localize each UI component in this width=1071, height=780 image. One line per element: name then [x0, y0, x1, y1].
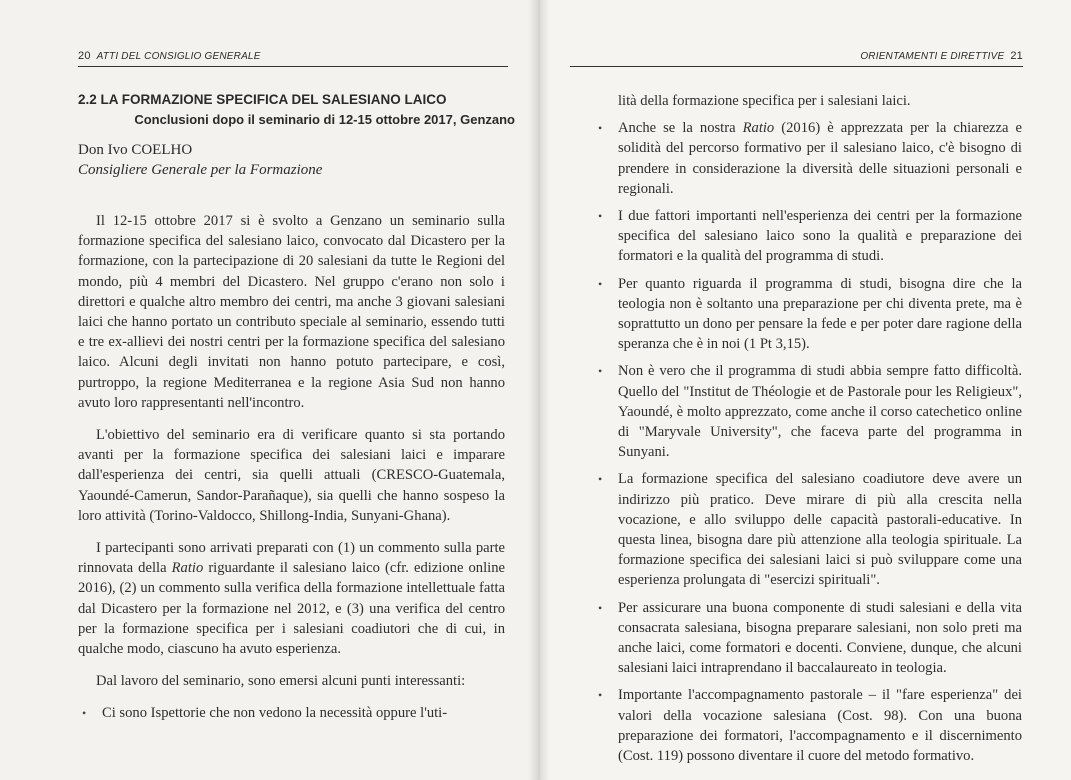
paragraph-2: L'obiettivo del seminario era di verificare quanto si sta portando avanti per la formazione specifica dei salesiani laici e imparare dall'esperienza dei centri, sia quelli attuali (CRESCO-Guatemala, Yaoundé-Camerun, Sandor-Parañaque), sia quelli che hanno sospeso la loro attività (Torino-Valdocco, Shillong-India, Sunyani-Ghana).	[78, 427, 505, 524]
bullet-5-text: Non è vero che il programma di studi abbia sempre fatto difficoltà. Quello del "Institut de Théologie et de Pastorale pour les Religieux", Yaoundé, è molto apprezzato, come anche il corso catechetico online di "Maryvale University", che faceva parte del programma in Sunyani.	[618, 363, 1022, 461]
bullet-item-3	[594, 206, 1022, 267]
bullet-icon: •	[598, 209, 603, 224]
section-title: 2.2 LA FORMAZIONE SPECIFICA DEL SALESIANO LAICO	[78, 92, 447, 107]
bullet-icon: •	[598, 688, 603, 703]
right-running-header	[860, 50, 1023, 62]
bullet-1-text: Ci sono Ispettorie che non vedono la necessità oppure l'uti-	[102, 705, 448, 722]
bullet-item-4	[594, 274, 1022, 355]
bullet-item-8	[594, 685, 1022, 766]
bullet-item-6	[594, 469, 1022, 590]
paragraph-1: Il 12-15 ottobre 2017 si è svolto a Genzano un seminario sulla formazione specifica del salesiano laico, convocato dal Dicastero per la formazione, con la partecipazione di 20 salesiani da tutte le Regioni del mondo, più 4 membri del Dicastero. Nel gruppo c'erano non solo i direttori e qualche altro membro dei centri, ma anche 3 giovani salesiani laici che hanno portato un contributo speciale al seminario, essendo tutti e tre ex-allievi dei nostri centri per la formazione specifica del salesiano laico. Alcuni degli invitati non hanno potuto partecipare, e così, purtroppo, la regione Mediterranea e la regione Asia Sud non hanno avuto loro rappresentanti nell'incontro.	[78, 213, 505, 411]
bullet-item-2	[594, 118, 1022, 199]
bullet-2-italic: Ratio	[742, 120, 775, 137]
left-body	[78, 211, 505, 731]
section-subtitle: Conclusioni dopo il seminario di 12-15 ottobre 2017, Genzano	[134, 112, 515, 127]
bullet-icon: •	[598, 472, 603, 487]
bullet-8-text: Importante l'accompagnamento pastorale – il "fare esperienza" dei valori della vocazione salesiana (Cost. 98). Con una buona preparazione dei formatori, l'accompagnamento e il discernimento (Cost. 119) possono diventare il cuore del metodo formativo.	[618, 687, 1022, 765]
left-header-rule	[78, 66, 508, 67]
bullet-item-5	[594, 361, 1022, 462]
bullet-3-text: I due fattori importanti nell'esperienza dei centri per la formazione specifica del salesiano laico sono la qualità e preparazione dei formatori e la qualità del programma di studi.	[618, 208, 1022, 265]
author-role: Consigliere Generale per la Formazione	[78, 162, 323, 178]
bullet-icon: •	[598, 121, 603, 136]
right-body	[594, 91, 1022, 773]
paragraph-4: Dal lavoro del seminario, sono emersi alcuni punti interessanti:	[96, 673, 466, 690]
right-running-title: ORIENTAMENTI E DIRETTIVE	[860, 51, 1005, 62]
bullet-item-1	[78, 703, 505, 723]
bullet-1-continuation: lità della formazione specifica per i salesiani laici.	[618, 93, 911, 109]
bullet-6-text: La formazione specifica del salesiano coadiutore deve avere un indirizzo più pratico. Deve mirare di più alla crescita nella vocazione, e allo sviluppo delle capacità pastorali-educative. In questa linea, bisogna dare più attenzione alla teologia spirituale. La formazione specifica dei salesiani laici si può sviluppare come una esperienza prolungata di "esercizi spirituali".	[618, 471, 1022, 589]
bullet-4-text: Per quanto riguarda il programma di studi, bisogna dire che la teologia non è soltanto una preparazione per chi diventa prete, ma è soprattutto un dono per pensare la fede e per poter dare ragione della speranza che è in noi (1 Pt 3,15).	[618, 275, 1022, 353]
left-page-number: 20	[78, 50, 91, 62]
paragraph-3	[78, 538, 505, 659]
bullet-item-7	[594, 598, 1022, 679]
paragraph-3-text-b: riguardante il salesiano laico (cfr. edizione online 2016), (2) un commento sulla verifica della formazione intellettuale fatta dal Dicastero per la formazione nel 2012, e (3) una verifica del centro per la formazione specifica per i salesiani coadiutori che di cui, in qualche modo, ciascuno ha avuto esperienza.	[78, 560, 505, 658]
left-running-title: ATTI DEL CONSIGLIO GENERALE	[96, 51, 261, 62]
bullet-icon: •	[598, 276, 603, 291]
bullet-2-text-a: Anche se la nostra	[618, 120, 743, 137]
right-header-rule	[570, 66, 1023, 67]
left-running-header	[78, 50, 261, 62]
paragraph-3-text-a: I partecipanti sono arrivati preparati con (1) un commento sulla parte rinnovata della	[78, 540, 505, 577]
bullet-icon: •	[598, 364, 603, 379]
bullet-2-text-b: (2016) è apprezzata per la chiarezza e solidità del percorso formativo per il salesiano laico, c'è bisogno di prendere in considerazione la diversità delle situazioni personali e regionali.	[618, 120, 1022, 197]
right-page-number: 21	[1010, 50, 1023, 62]
bullet-icon: •	[82, 706, 87, 721]
bullet-7-text: Per assicurare una buona componente di studi salesiani e della vita consacrata salesiana, bisogna preparare salesiani, non solo preti ma anche laici, come formatori e docenti. Conviene, dunque, che alcuni salesiani laici intraprendano il baccalaureato in teologia.	[618, 599, 1022, 677]
author-name: Don Ivo COELHO	[78, 142, 193, 158]
paragraph-3-italic: Ratio	[171, 560, 204, 577]
right-bullet-list	[594, 118, 1022, 766]
right-page	[538, 0, 1071, 780]
bullet-icon: •	[598, 600, 603, 615]
left-bullet-list	[78, 703, 505, 723]
